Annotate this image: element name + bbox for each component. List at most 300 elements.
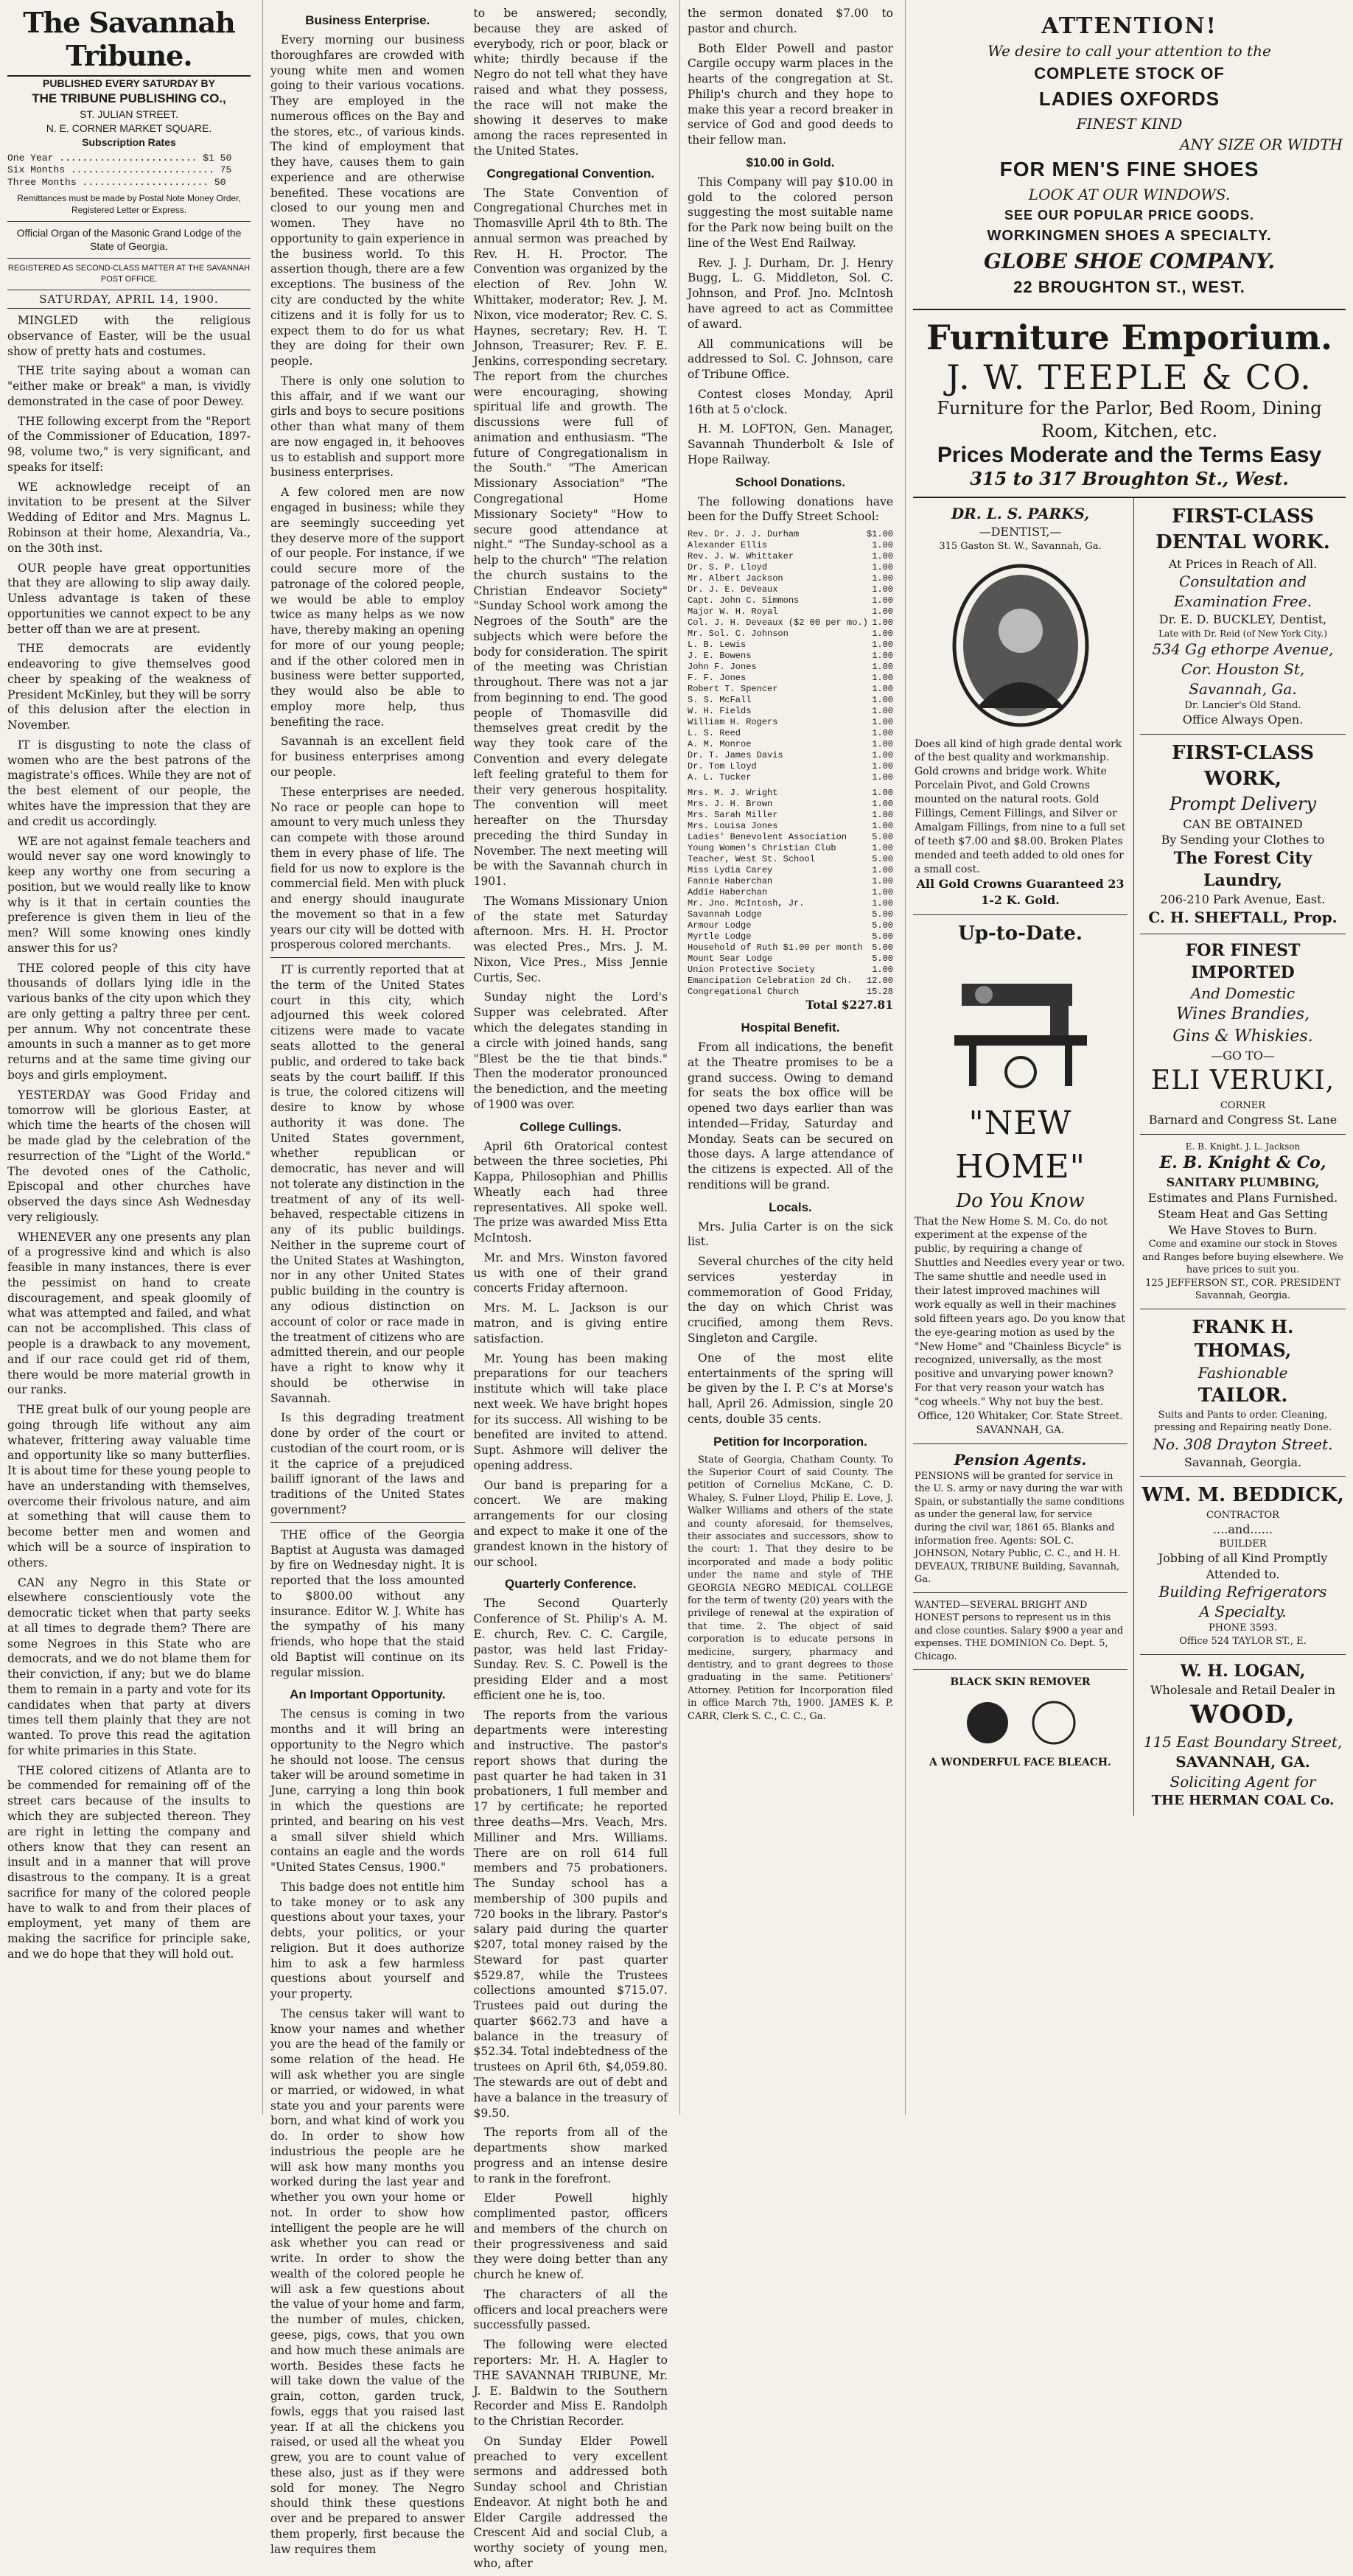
ad-line: Furniture for the Parlor, Bed Room, Dining Room, Kitchen, etc. (937, 398, 1322, 442)
donor-name: Mrs. Sarah Miller (688, 810, 778, 821)
ad-line: CORNER (1220, 1099, 1266, 1111)
article-paragraph: Mrs. M. L. Jackson is our matron, and is giving entire satisfaction. (473, 1301, 668, 1345)
ad-logan (1140, 1655, 1346, 1816)
donor-name: S. S. McFall (688, 695, 752, 706)
donor-name: Emancipation Celebration 2d Ch. (688, 976, 853, 987)
donor-name: F. F. Jones (688, 673, 747, 684)
ad-line: W. H. LOGAN, (1180, 1661, 1306, 1681)
article-paragraph: These enterprises are needed. No race or people can hope to amount to very much unless they can compete with those around them in every phase of life. The field for us now to explore is the commercial field. Men with pluck and energy should inaugurate the movement so that in a few years our city will be dotted with prosperous colored merchants. (270, 785, 465, 952)
article-paragraph: The census is coming in two months and it will bring an opportunity to the Negro which he should not loose. The census taker will be around sometime in June, carrying a long thin book in which the questions are printed, and bearing on his vest a small silver shield which contains an eagle and the words "United States Census, 1900." (270, 1707, 465, 1875)
donor-name: Major W. H. Royal (688, 606, 778, 617)
donation-row (688, 876, 893, 887)
donation-amount: 1.00 (872, 728, 893, 739)
ad-line: ANY SIZE OR WIDTH (1179, 136, 1343, 153)
ad-line: 125 JEFFERSON ST., COR. PRESIDENT Savannah, Georgia. (1145, 1277, 1340, 1302)
article-paragraph: Our band is preparing for a concert. We are making arrangements for our closing and expect to make it one of the grandest known in the history of our school. (473, 1478, 668, 1569)
ad-furniture (913, 310, 1346, 498)
donation-amount: 1.00 (872, 551, 893, 562)
article-paragraph: H. M. LOFTON, Gen. Manager, Savannah Thunderbolt & Isle of Hope Railway. (688, 422, 893, 466)
ad-line: —GO TO— (1211, 1048, 1275, 1063)
ad-line: Dr. E. D. BUCKLEY, Dentist, (1158, 612, 1327, 627)
ad-line: Late with Dr. Reid (of New York City.) (1158, 628, 1327, 639)
donation-amount: $1.00 (866, 529, 893, 540)
donation-row (688, 931, 893, 942)
article-paragraph: The reports from all of the departments show marked progress and an intense desire to rank in the forefront. (473, 2126, 668, 2185)
editorial-paragraph: THE democrats are evidently endeavoring to give themselves good cheer by speaking of the weakness of President McKinley, but they will be sorry of this delusion after the election in November. (7, 642, 251, 732)
donor-name: Mr. Albert Jackson (688, 573, 783, 584)
donation-row (688, 976, 893, 987)
rate-row: One Year ........................ $1 50 (7, 152, 232, 164)
ad-line: Wines Brandies, (1175, 1005, 1310, 1024)
editorial-paragraph: THE trite saying about a woman can "either make or break" a man, is vividly demonstrated in the case of poor Dewey. (7, 364, 251, 408)
donor-name: Dr. T. James Davis (688, 750, 783, 761)
ad-line: Prices Moderate and the Terms Easy (937, 443, 1322, 468)
donation-row (688, 684, 893, 695)
ad-parks-dentist (913, 498, 1128, 914)
ad-line: Dr. Lancier's Old Stand. (1184, 699, 1301, 711)
donation-row (688, 584, 893, 595)
ad-line: WM. M. BEDDICK, (1142, 1484, 1344, 1507)
donation-row (688, 728, 893, 739)
entered-note: REGISTERED AS SECOND-CLASS MATTER AT THE SAVANNAH POST OFFICE. (7, 264, 251, 284)
article-paragraph: IT is currently reported that at the term of the United States court in this city, which adjourned this week colored citizens were made to vacate seats allotted to the general public, and ordered to take back seats by the court bailiff. If this is true, the colored citizens will desire to know by whose authority it was done. The United States government, whether republican or democratic, has never and will not tolerate any distinction in the treatment of any of its well-behaved, respectable citizens in any of its public buildings. Neither in the supreme court of the United States at Washington, nor in any other United States public building in the country is any odious distinction on account of color or race made in the treatment of citizens who are admitted therein, and our people have a right to know why it should be otherwise in Savannah. (270, 963, 465, 1405)
donation-row (688, 788, 893, 799)
ad-line: Estimates and Plans Furnished. (1147, 1191, 1338, 1205)
ad-line: FINEST KIND (1076, 115, 1183, 133)
column-advertisements (905, 0, 1353, 2115)
ad-line: Office Always Open. (1182, 713, 1304, 727)
article-paragraph: Mr. Young has been making preparations for our teachers institute which will take place next week. We have bright hopes for its success. All wishing to be benefited are invited to attend. Supt. Ashmore will deliver the opening address. (473, 1351, 668, 1472)
donation-amount: 1.00 (872, 662, 893, 673)
article-title: Congregational Convention. (486, 166, 655, 181)
ad-line: We desire to call your attention to the (987, 42, 1271, 60)
ad-line: Building Refrigerators (1158, 1583, 1327, 1601)
donor-name: Dr. S. P. Lloyd (688, 562, 768, 573)
donation-row (688, 695, 893, 706)
donation-row (688, 573, 893, 584)
ad-line: A WONDERFUL FACE BLEACH. (929, 1757, 1111, 1769)
donor-name: Dr. J. E. DeVeaux (688, 584, 778, 595)
donation-row (688, 739, 893, 750)
donation-amount: 1.00 (872, 843, 893, 854)
corner: N. E. CORNER MARKET SQUARE. (46, 122, 212, 134)
donation-amount: 5.00 (872, 832, 893, 843)
donation-row (688, 965, 893, 976)
donation-amount: 1.00 (872, 750, 893, 761)
editorial-paragraph: THE great bulk of our young people are going through life without any aim whatever, frittering away valuable time and opportunity like so many butterflies. It is about time for these young people to have an understanding with themselves, overcome their frivolous nature, and aim at something that will cause them to become better men and women and which will be a source of inspiration to others. (7, 1403, 251, 1569)
article-paragraph: The Womans Missionary Union of the state met Saturday afternoon. Mrs. H. H. Proctor was elected Pres., Mrs. J. M. Nixon, Vice Pres., Miss Jennie Curtis, Sec. (473, 894, 668, 984)
article-paragraph: THE office of the Georgia Baptist at Augusta was damaged by fire on Wednesday night. It is reported that the loss amounted to $800.00 without any insurance. Editor W. J. White has the sympathy of his many friends, who hope that the staid old Baptist will continue on its regular mission. (270, 1527, 465, 1679)
article-paragraph: April 6th Oratorical contest between the three societies, Phi Kappa, Philosophian and Phillis Wheatly each had three representatives. All spoke well. The prize was awarded Miss Etta McIntosh. (473, 1139, 668, 1245)
donor-name: Miss Lydia Carey (688, 865, 773, 876)
ad-line: DR. L. S. PARKS, (951, 505, 1090, 523)
donation-amount: 1.00 (872, 595, 893, 606)
ad-line: Soliciting Agent for (1170, 1772, 1316, 1791)
article-title: Hospital Benefit. (741, 1020, 840, 1035)
donation-amount: 1.00 (872, 876, 893, 887)
ad-line: Wholesale and Retail Dealer in (1150, 1683, 1335, 1698)
editorial-paragraph: WE acknowledge receipt of an invitation to be present at the Silver Wedding of Editor and Mrs. Magnus L. Robinson at their home, Alexandria, Va., on the 30th inst. (7, 480, 251, 555)
ad-line: No. 308 Drayton Street. (1153, 1435, 1333, 1453)
article-paragraph: The Second Quarterly Conference of St. Philip's A. M. E. church, Rev. C. C. Cargile, pastor, was held last Friday-Sunday. Rev. S. C. Powell is the presiding Elder and a most efficient one he is, too. (473, 1597, 668, 1702)
donation-row (688, 987, 893, 998)
article-paragraph: Every morning our business thoroughfares are crowded with young white men and women going to their various vocations. They are employed in the numerous offices on the Bay and the stores, etc., of various kinds. The kind of employment that they have, causes them to gain experience and are otherwise benefited. These vocations are closed to our young men and women. They have no opportunity to gain experience in the business world. To this assertion though, there are a few exceptions. The business of the city are conducted by the white citizens and it is folly for us to expect them to do for us what they are doing for their own people. (270, 33, 465, 368)
ad-line: Fashionable (1198, 1363, 1288, 1382)
donation-row (688, 953, 893, 965)
donor-name: Teacher, West St. School (688, 854, 815, 865)
published-line: PUBLISHED EVERY SATURDAY BY (43, 77, 215, 89)
official-organ: Official Organ of the Masonic Grand Lodge of the State of Georgia. (16, 226, 242, 253)
donation-row (688, 821, 893, 832)
donation-row (688, 772, 893, 783)
donation-list (688, 788, 893, 998)
subcolumn-left (270, 6, 465, 2576)
donation-amount: 1.00 (872, 695, 893, 706)
ad-line: 315 to 317 Broughton St., West. (970, 468, 1289, 490)
ad-line: At Prices in Reach of All. (1168, 556, 1318, 571)
donation-amount: 1.00 (872, 606, 893, 617)
donation-amount: 1.00 (872, 965, 893, 976)
ad-line: WOOD, (1190, 1699, 1296, 1729)
article-title: Petition for Incorporation. (713, 1434, 867, 1449)
article-paragraph: From all indications, the benefit at the Theatre promises to be a grand success. Owing to demand for seats the box office will be opened two days earlier than was intended—Friday, Saturday and Monday. Seats can be secured on those days. A large attendance of the citizens is expected. All of the renditions will be grand. (688, 1040, 893, 1191)
article-title: School Donations. (735, 475, 846, 489)
donor-name: Congregational Church (688, 987, 800, 998)
remittance-note: Remittances must be made by Postal Note Money Order, Registered Letter or Express. (17, 193, 241, 216)
ad-line: By Sending your Clothes to (1161, 833, 1325, 847)
article-paragraph: Mr. and Mrs. Winston favored us with one of their grand concerts Friday afternoon. (473, 1250, 668, 1295)
ad-line: All Gold Crowns Guaranteed 23 1-2 K. Gold. (916, 877, 1125, 908)
donation-amount: 1.00 (872, 573, 893, 584)
ad-line: —DENTIST,— (979, 525, 1062, 539)
donor-name: Armour Lodge (688, 920, 752, 931)
donation-row (688, 629, 893, 640)
masthead-title: The Savannah Tribune. (7, 6, 251, 77)
ad-line: A Specialty. (1199, 1603, 1287, 1621)
ad-laundry (1140, 735, 1346, 934)
ad-line: 22 BROUGHTON ST., WEST. (1013, 278, 1245, 296)
donation-row (688, 761, 893, 772)
donation-amount: 5.00 (872, 909, 893, 920)
donation-amount: 15.28 (866, 987, 893, 998)
editorial-paragraph: MINGLED with the religious observance of Easter, will be the usual show of pretty hats and costumes. (7, 314, 251, 358)
ad-buckley-dentist (1140, 498, 1346, 735)
donation-amount: 1.00 (872, 629, 893, 640)
ad-line: Steam Heat and Gas Setting (1158, 1206, 1328, 1221)
article-paragraph: Elder Powell highly complimented pastor, officers and members of the church on their progressiveness and said they were doing better than any church he knew of. (473, 2191, 668, 2282)
ad-line: Do You Know (956, 1190, 1085, 1213)
ad-line: 534 Gg ethorpe Avenue, Cor. Houston St, Savannah, Ga. (1152, 640, 1334, 698)
donor-name: Mrs. Louisa Jones (688, 821, 778, 832)
donation-amount: 1.00 (872, 898, 893, 909)
donor-name: Col. J. H. Deveaux ($2 00 per mo.) (688, 617, 868, 629)
donation-amount: 12.00 (866, 976, 893, 987)
article-title: Quarterly Conference. (504, 1577, 637, 1592)
donor-name: A. M. Monroe (688, 739, 752, 750)
donation-row (688, 651, 893, 662)
column-articles (262, 0, 675, 2570)
donation-amount: 1.00 (872, 706, 893, 717)
rates-title: Subscription Rates (82, 136, 176, 148)
rate-row: Three Months ...................... 50 (7, 177, 226, 189)
column-masthead (0, 0, 258, 2115)
donation-row (688, 562, 893, 573)
ad-wanted (913, 1593, 1128, 1670)
donation-row (688, 717, 893, 728)
ad-beddick (1140, 1477, 1346, 1654)
donation-amount: 1.00 (872, 799, 893, 810)
ad-line: E. B. Knight. J. L. Jackson (1185, 1141, 1301, 1152)
dentist-portrait-icon (947, 561, 1094, 730)
donation-amount: 1.00 (872, 788, 893, 799)
ad-line: LADIES OXFORDS (1038, 88, 1220, 110)
donor-name: Mount Sear Lodge (688, 953, 773, 965)
ad-line: CONTRACTOR (1206, 1509, 1279, 1521)
ad-line: 315 Gaston St. W., Savannah, Ga. (939, 540, 1102, 552)
ad-line: Gins & Whiskies. (1172, 1026, 1313, 1046)
donor-name: Alexander Ellis (688, 540, 768, 551)
publisher-name: THE TRIBUNE PUBLISHING CO., (32, 91, 226, 105)
donor-name: Savannah Lodge (688, 909, 762, 920)
article-paragraph: This Company will pay $10.00 in gold to the colored person suggesting the most suitable name for the Park now being built on the line of the West End Railway. (688, 175, 893, 250)
donation-row (688, 617, 893, 629)
donor-name: Robert T. Spencer (688, 684, 778, 695)
donor-name: A. L. Tucker (688, 772, 752, 783)
sewing-machine-icon (940, 954, 1102, 1094)
rates-list (7, 153, 251, 190)
ad-thomas-tailor (1140, 1309, 1346, 1477)
ad-text: That the New Home S. M. Co. do not experiment at the expense of the public, by requiring a change of Shuttles and Needles every year or two. The same shuttle and needle used in their latest improved machines will work equally as well in their machines sold fifteen years ago. Do you know that the eye-gearing motion as used by the "New Home" and "Chainless Bicycle" is recognized, universally, as the most positive and unvarying power known? For that very reason your watch has "cog wheels." Why not buy the best. (915, 1215, 1125, 1409)
editorial-paragraph: THE colored citizens of Atlanta are to be commended for remaining off of the street cars because of the insults to which they are subjected thereon. They are right in letting the company and others know that they can resent an insult and in a manner that will prove disastrous to the company. It is a great sacrifice for many of the colored people have to walk to and from their places of employment, yet many of them are making the sacrifice for principle sake, and we do hope that they will hold out. (7, 1763, 251, 1961)
article-paragraph: All communications will be addressed to Sol. C. Johnson, care of Tribune Office. (688, 337, 893, 382)
ad-new-home (913, 915, 1128, 1444)
donation-amount: 1.00 (872, 887, 893, 898)
ad-line: SEE OUR POPULAR PRICE GOODS. (1004, 208, 1255, 223)
donation-amount: 1.00 (872, 865, 893, 876)
donation-row (688, 606, 893, 617)
donation-amount: 1.00 (872, 810, 893, 821)
ad-line: Consultation and Examination Free. (1173, 573, 1312, 611)
donation-amount: 1.00 (872, 772, 893, 783)
ad-line: LOOK AT OUR WINDOWS. (1028, 186, 1231, 203)
donation-amount: 5.00 (872, 920, 893, 931)
ad-line: GLOBE SHOE COMPANY. (983, 249, 1276, 273)
article-title: Locals. (769, 1200, 812, 1214)
ad-line: FOR FINEST IMPORTED (1185, 940, 1301, 982)
ad-line: CAN BE OBTAINED (1183, 816, 1303, 831)
article-paragraph: Several churches of the city held services yesterday in commemoration of Good Friday, the day on which Christ was crucified, among them Revs. Singleton and Cargile. (688, 1255, 893, 1345)
donation-amount: 5.00 (872, 942, 893, 953)
article-title: Business Enterprise. (305, 13, 430, 27)
ad-text: Does all kind of high grade dental work of the best quality and workmanship. Gold crowns and bridge work. White Porcelain Pivot, and Gold Crowns mounted on the natural roots. Gold Fillings, Cement Fillings, and Silver or Amalgam Fillings, from nine to a full set of teeth $7.00 and $8.00. Broken Plates mended and teeth added to old ones for a small cost. (915, 738, 1126, 875)
donation-row (688, 750, 893, 761)
donation-row (688, 942, 893, 953)
article-paragraph: The State Convention of Congregational Churches met in Thomasville April 4th to 8th. The annual sermon was preached by Rev. H. H. Proctor. The Convention was organized by the election of Rev. John W. Whittaker, moderator; Rev. J. M. Nixon, vice moderator; Rev. C. S. Haynes, secretary; Rev. H. T. Johnson, Treasurer; Rev. F. E. Jenkins, corresponding secretary. The report from the churches were encouraging, showing spiritual life and growth. The discussions were full of animation and enthusiasm. "The future of Congregationalism in the South." "The American Missionary Association" "The Congregational Home Missionary Society" "How to secure good attendance at night." "The Sunday-school as a help to the church" "The relation the church sustains to the Christian Endeavor Society" "Sunday School work among the Negroes of the South" are the subjects which were before the body for consideration. The spirit of the meeting was Christian throughout. There was not a jar from beginning to end. The good people of Thomasville did themselves great credit by the way they took care of the Convention and every delegate left feeling grateful to them for their very generous hospitality. The convention will meet hereafter on the Thursday preceding the third Sunday in November. The next meeting will be with the Savannah church in 1901. (473, 186, 668, 889)
ad-line: Prompt Delivery (1169, 794, 1317, 815)
article-paragraph: State of Georgia, Chatham County. To the Superior Court of said County. The petition of Cornelius McKane, C. D. Whaley, S. Fulner Lloyd, Philip E. Love, J. Walker Williams and others of the state and county aforesaid, for themselves, their associates and successors, show to the court: 1. That they desire to be incorporated and made a body politic under the name and style of THE GEORGIA NEGRO MEDICAL COLLEGE for the term of twenty (20) years with the privilege of renewal at the expiration of that time. 2. The object of said corporation is to educate persons in medicine, surgery, pharmacy and dentistry, and to grant degrees to those graduating in the same. Petitioners' Attorney. Petition for Incorporation filed in office March 7th, 1900. JAMES K. P. CARR, Clerk S. C., C. C., Ga. (688, 1454, 893, 1722)
donor-name: Ladies' Benevolent Association (688, 832, 847, 843)
donor-name: Mr. Sol. C. Johnson (688, 629, 789, 640)
ad-line: Barnard and Congress St. Lane (1148, 1113, 1338, 1127)
article-paragraph: Sunday night the Lord's Supper was celebrated. After which the delegates standing in a circle with joined hands, sang "Blest be the tie that binds." Then the moderator pronounced the benediction, and the meeting of 1900 was over. (473, 990, 668, 1111)
ad-line: Suits and Pants to order. Cleaning, pressing and Repairing neatly Done. (1153, 1409, 1332, 1434)
donation-amount: 1.00 (872, 584, 893, 595)
article-paragraph: The characters of all the officers and local preachers were successfully passed. (473, 2287, 668, 2332)
ad-line: "NEW HOME" (955, 1104, 1085, 1186)
donation-row (688, 920, 893, 931)
article-paragraph: There is only one solution to this affair, and if we want our girls and boys to secure positions other than what many of them are now engaged in, it behooves us to establish and support more business enterprises. (270, 374, 465, 480)
ad-firm: J. W. TEEPLE & CO. (946, 357, 1312, 397)
ad-face-bleach (913, 1670, 1128, 1776)
ad-text: PENSIONS will be granted for service in the U. S. army or navy during the war with Spain, or substantially the same conditions as under the general law, for service during the civil war, 1861 65. Blanks and information free. Agents: SOL C. JOHNSON, Notary Public, C. C., and H. H. DEVEAUX, TRIBUNE Building, Savannah, Ga. (915, 1470, 1125, 1586)
donor-name: Fannie Haberchan (688, 876, 773, 887)
ad-line: ELI VERUKI, (1150, 1065, 1335, 1096)
donation-list (688, 529, 893, 783)
donation-row (688, 595, 893, 606)
faces-illustration-icon (954, 1697, 1087, 1749)
donor-name: Dr. Tom Lloyd (688, 761, 757, 772)
donation-amount: 1.00 (872, 684, 893, 695)
donation-amount: 5.00 (872, 953, 893, 965)
donation-amount: 1.00 (872, 651, 893, 662)
ad-line: Up-to-Date. (958, 922, 1083, 945)
donor-name: Rev. J. W. Whittaker (688, 551, 794, 562)
donation-row (688, 662, 893, 673)
ad-line: The Forest City Laundry, (1173, 848, 1312, 890)
article-title: $10.00 in Gold. (746, 155, 835, 169)
editorial-paragraph: WHENEVER any one presents any plan of a progressive kind and which is also feasible in many instances, there is ever the pessimist on hand to create discouragement, and speak gloomily of what was attempted and failed, and what can not be accomplished. This class of people is a drawback to any movement, and if our race could get rid of them, there would be more material growth in our ranks. (7, 1230, 251, 1397)
article-paragraph: The following donations have been for the Duffy Street School: (688, 494, 893, 524)
donation-row (688, 854, 893, 865)
ad-line: WORKINGMEN SHOES A SPECIALTY. (987, 228, 1272, 244)
article-title: An Important Opportunity. (290, 1687, 446, 1702)
donation-row (688, 909, 893, 920)
ad-line: Jobbing of all Kind Promptly Attended to. (1158, 1551, 1328, 1581)
donation-amount: 5.00 (872, 854, 893, 865)
article-paragraph: One of the most elite entertainments of the spring will be given by the I. P. C's at Morse's hall, April 26. Admission, single 20 cents, double 35 cents. (688, 1351, 893, 1426)
donor-name: John F. Jones (688, 662, 757, 673)
article-paragraph: the sermon donated $7.00 to pastor and church. (688, 7, 893, 35)
donor-name: L. S. Reed (688, 728, 741, 739)
donor-name: Mr. Jno. McIntosh, Jr. (688, 898, 805, 909)
donation-row (688, 843, 893, 854)
street: ST. JULIAN STREET. (80, 108, 178, 120)
donation-row (688, 832, 893, 843)
article-paragraph: Mrs. Julia Carter is on the sick list. (688, 1219, 893, 1249)
donation-row (688, 865, 893, 876)
ad-line: FRANK H. THOMAS, (1192, 1315, 1294, 1362)
article-paragraph: The following were elected reporters: Mr. H. A. Hagler to THE SAVANNAH TRIBUNE, Mr. J. E. Baldwin to the Southern Recorder and Miss E. Randolph to the Christian Recorder. (473, 2338, 668, 2429)
ad-line: BUILDER (1219, 1538, 1267, 1550)
article-paragraph: Savannah is an excellent field for business enterprises among our people. (270, 735, 465, 779)
ad-line: We Have Stoves to Burn. (1168, 1222, 1318, 1237)
rate-row: Six Months ......................... 75 (7, 164, 232, 176)
ad-line: Savannah, Georgia. (1184, 1455, 1302, 1469)
donor-name: Addie Haberchan (688, 887, 768, 898)
ad-line: PHONE 3593. (1209, 1623, 1277, 1634)
ad-attention: ATTENTION! (1041, 13, 1217, 39)
ad-line: E. B. Knight & Co, (1159, 1153, 1326, 1173)
article-paragraph: to be answered; secondly, because they are asked of everybody, rich or poor, black or white; thirdly because if the Negro do not tell what they have raised and what they possess, the race will not make the showing it deserves to make among the races represented in the United States. (473, 7, 668, 158)
donation-row (688, 706, 893, 717)
donation-row (688, 810, 893, 821)
article-paragraph: Is this degrading treatment done by order of the court or custodian of the court room, or is it the caprice of a prejudiced bailiff ignorant of the laws and traditions of the United States government? (270, 1411, 465, 1516)
ad-line: C. H. SHEFTALL, Prop. (1148, 908, 1338, 926)
donation-amount: 1.00 (872, 821, 893, 832)
donation-amount: 1.00 (872, 617, 893, 629)
donation-amount: 1.00 (872, 562, 893, 573)
ad-pension (913, 1444, 1128, 1593)
ad-line: Office, 120 Whitaker, Cor. State Street. SAVANNAH, GA. (917, 1410, 1123, 1436)
donor-name: Mrs. J. H. Brown (688, 799, 773, 810)
ad-line: FIRST-CLASS WORK, (1172, 742, 1314, 791)
article-paragraph: A few colored men are now engaged in business; while they are seemingly succeeding yet they deserve more of the support of our people. For instance, if we could secure more of the patronage of the colored people, we would be able to employ twice as many helps as we now have, thereby making an opening for more of our young people; and if the other colored men in business were better supported, they would also be able to employ more help, thus benefiting the race. (270, 486, 465, 729)
editorial-paragraph: IT is disgusting to note the class of women who are the best patrons of the magistrate's offices. While they are not of the best element of our people, the whites have the impression that they are and credit us accordingly. (7, 738, 251, 828)
editorial-paragraph: OUR people have great opportunities that they are allowing to slip away daily. Unless advantage is taken of these opportunities we cannot expect to be any better off than we are at present. (7, 561, 251, 636)
donor-name: Capt. John C. Simmons (688, 595, 800, 606)
donor-name: Myrtle Lodge (688, 931, 752, 942)
article-paragraph: This badge does not entitle him to take money or to ask any questions about your taxes, your debts, your politics, or your religion. But it does authorize him to ask a few harmless questions about yourself and your property. (270, 1880, 465, 2001)
ad-globe-shoe (913, 6, 1346, 310)
donation-amount: 1.00 (872, 739, 893, 750)
ad-line: TAILOR. (1198, 1384, 1288, 1407)
article-paragraph: The census taker will want to know your names and whether you are the head of the family or some relation of the head. He will ask whether you are single or married, or widowed, in what state you and your parents were born, and what kind of work you do. In order to show how industrious the people are he will ask how many months you worked during the last year and whether you own your home or not. In order to show how intelligent the people are he will ask whether you can read or write. In order to show the wealth of the colored people he will ask a few questions about the value of your home and farm, the number of mules, chicken, geese, pigs, cows, that you own and how much these animals are worth. Besides these facts he will take down the value of the grain, cotton, garden truck, fowls, eggs that you raised last year. If at all the chickens you raised, or used all the wheat you grew, you are to count value of these also, just as if they were sold for money. The Negro should think these questions over and be prepared to answer them properly, first because the law requires them (270, 2006, 465, 2556)
editorial-paragraph: WE are not against female teachers and would never say one word knowingly to keep any worthy one from securing a position, but we would really like to know why is it that in certain counties the preference is given them in lieu of the men? Will some knowing ones kindly answer this for us? (7, 834, 251, 955)
donation-row (688, 673, 893, 684)
editorial-paragraph: YESTERDAY was Good Friday and tomorrow will be glorious Easter, at which time the hearts of the chosen will be made glad by the celebration of the resurrection of the "Light of the World." The devoted ones of the Catholic, Episcopal and other churches have observed the days since Ash Wednesday very religiously. (7, 1088, 251, 1224)
editorial-paragraph: THE colored people of this city have thousands of dollars lying idle in the various banks of the city upon which they are only getting a paltry three per cent. per annum. Why not concentrate these amounts in such a manner as to get more returns and at the same time giving our boys and girls employment. (7, 961, 251, 1082)
donation-row (688, 640, 893, 651)
ad-line: BLACK SKIN REMOVER (950, 1676, 1091, 1689)
donation-amount: 1.00 (872, 640, 893, 651)
subcolumn-right (474, 6, 668, 2576)
donor-name: Mrs. M. J. Wright (688, 788, 778, 799)
ad-line: FIRST-CLASS DENTAL WORK. (1156, 505, 1330, 554)
donation-row (688, 551, 893, 562)
ad-line: 115 East Boundary Street, (1143, 1732, 1343, 1751)
ad-line: Come and examine our stock in Stoves and Ranges before buying elsewhere. We have prices to suit you. (1142, 1239, 1343, 1276)
donor-name: Rev. Dr. J. J. Durham (688, 529, 800, 540)
ad-line: SANITARY PLUMBING, (1166, 1175, 1320, 1189)
donation-amount: 1.00 (872, 761, 893, 772)
ad-text: WANTED—SEVERAL BRIGHT AND HONEST persons to represent us in this and close counties. Salary $900 a year and expenses. THE DOMINION Co. Dept. 5, Chicago. (915, 1599, 1124, 1662)
ad-line: Pension Agents. (954, 1450, 1087, 1469)
donation-row (688, 887, 893, 898)
article-paragraph: On Sunday Elder Powell preached to very excellent sermons and addressed both Sunday school and Christian Endeavor. At night both he and Elder Cargile addressed the Crescent Aid and social Club, a worthy society of young men, who, after (473, 2434, 668, 2570)
article-paragraph: The reports from the various departments were interesting and instructive. The pastor's report shows that during the past quarter he had taken in 31 probationers, 1 full member and 17 by certificate; he reported three deaths—Mrs. Veach, Mrs. Milliner and Mrs. Williams. There are on roll 614 full members and 75 probationers. The Sunday school has a membership of 300 pupils and 720 books in the library. Pastor's salary paid during the quarter $207, total money raised by the Steward for past quarter $529.87, while the Trustees collections amounted $715.07. Trustees paid out during the quarter $662.73 and have a balance in the treasury of $52.34. Total indebtedness of the trustees on April 6th, $4,059.80. The stewards are out of debt and have a balance in the treasury of $9.50. (473, 1708, 668, 2120)
ad-line: 206-210 Park Avenue, East. (1160, 892, 1326, 907)
donor-name: W. H. Fields (688, 706, 752, 717)
ad-veruki (1140, 934, 1346, 1135)
issue-date: SATURDAY, APRIL 14, 1900. (7, 290, 251, 309)
ad-title: Furniture Emporium. (926, 318, 1333, 357)
donation-amount: 5.00 (872, 931, 893, 942)
ad-line: Office 524 TAYLOR ST., E. (1179, 1635, 1307, 1647)
article-title: College Cullings. (520, 1119, 622, 1134)
ad-line: ....and...... (1213, 1522, 1273, 1537)
donation-row (688, 529, 893, 540)
donor-name: Union Protective Society (688, 965, 815, 976)
column-notices (679, 0, 901, 2115)
donor-name: L. B. Lewis (688, 640, 747, 651)
donation-amount: 1.00 (872, 540, 893, 551)
donation-amount: 1.00 (872, 717, 893, 728)
article-paragraph: Rev. J. J. Durham, Dr. J. Henry Bugg, L. G. Middleton, Sol. C. Johnson, and Prof. Jno. McIntosh have agreed to act as Committee of award. (688, 256, 893, 331)
donation-row (688, 799, 893, 810)
donor-name: Household of Ruth $1.00 per month (688, 942, 863, 953)
editorial-paragraph: CAN any Negro in this State or elsewhere conscientiously vote the democratic ticket when that party seeks at all times to degrade them? There are some Negroes in this State who are democrats, and we do not blame them for their conviction, if any; but we do blame them to remain in a party and vote for its candidates when that party at divers times tell them plainly that they are not wanted. To prove this read the agitation for white primaries in this State. (7, 1575, 251, 1757)
donation-amount: 1.00 (872, 673, 893, 684)
